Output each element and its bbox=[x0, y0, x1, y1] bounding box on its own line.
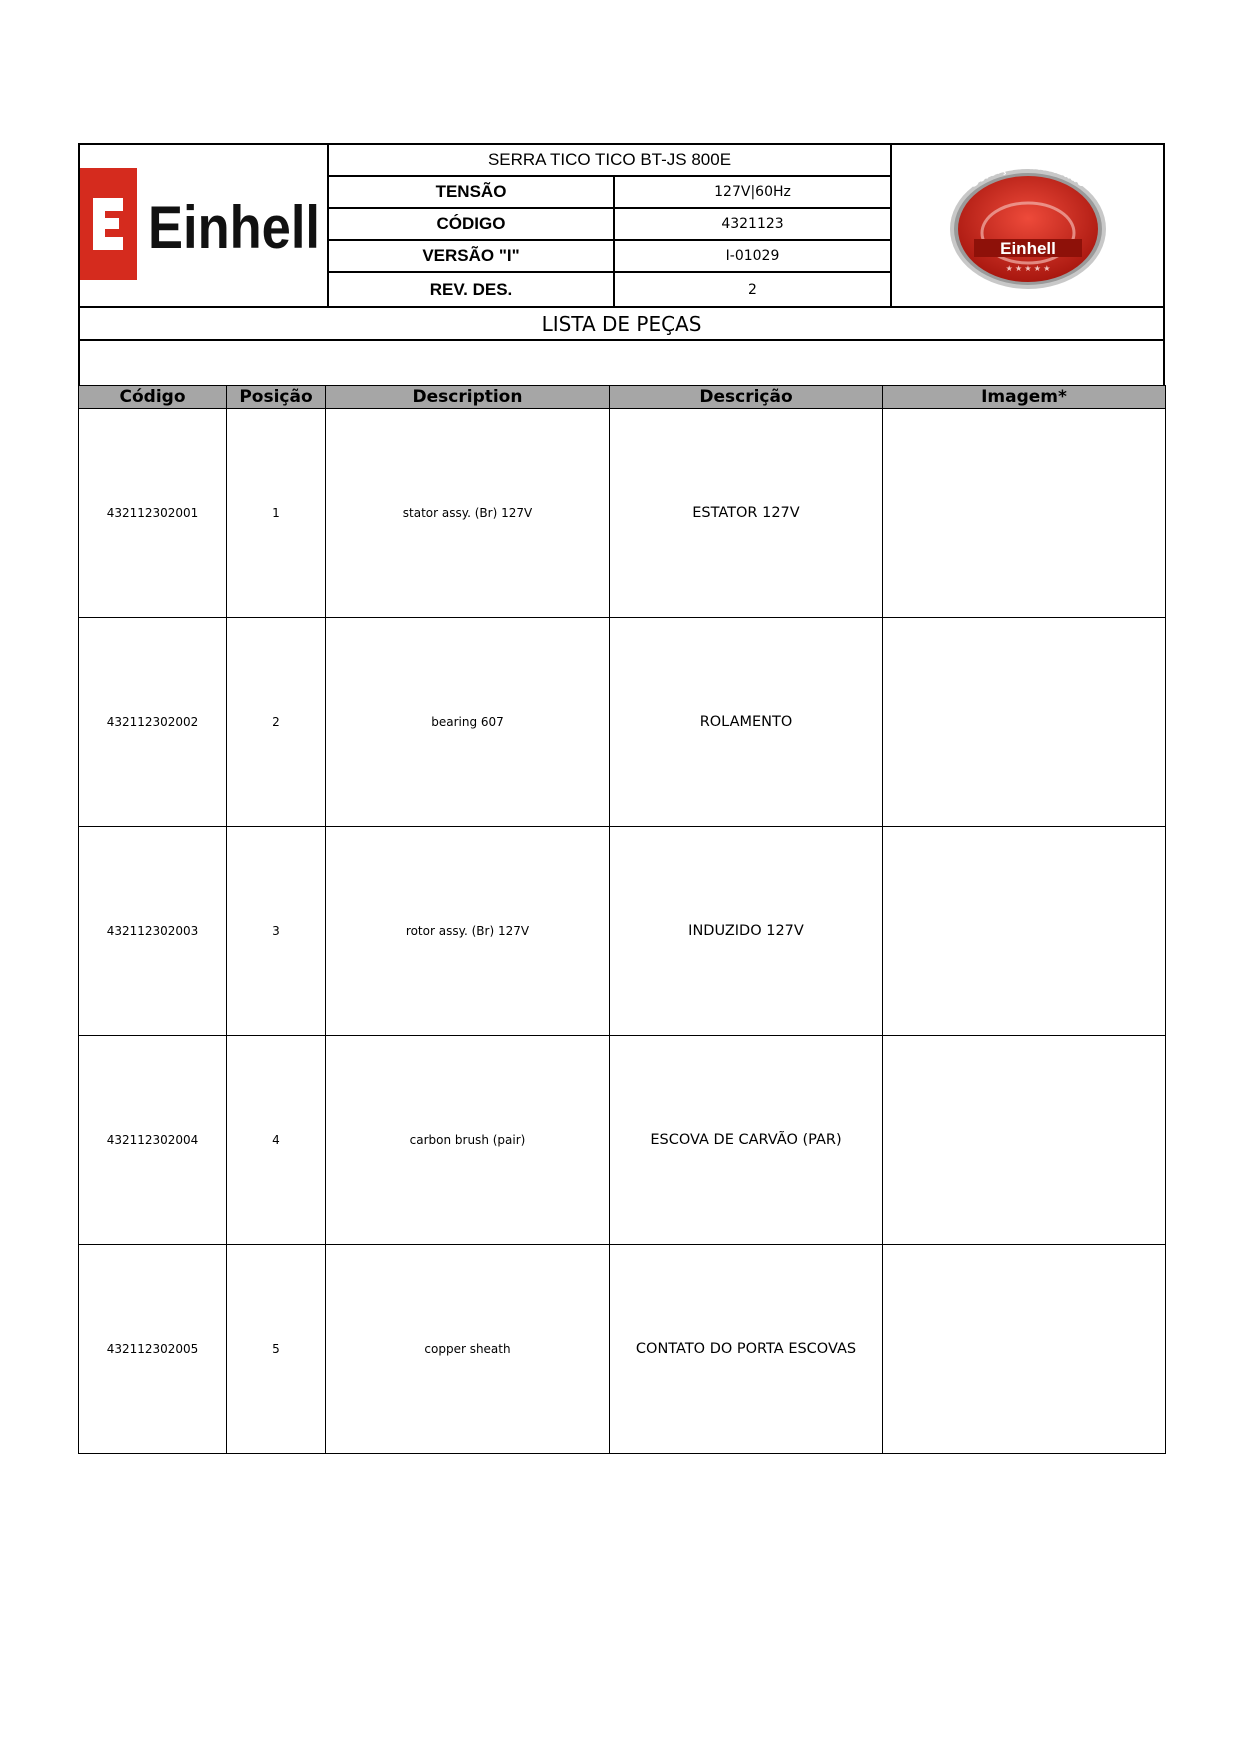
header-key: TENSÃO bbox=[329, 177, 615, 207]
column-header-description: Description bbox=[326, 386, 610, 409]
cell-position: 1 bbox=[227, 409, 326, 618]
cell-position: 5 bbox=[227, 1245, 326, 1454]
svg-text:★ ★ ★ ★ ★: ★ ★ ★ ★ ★ bbox=[1005, 264, 1051, 273]
header-key: REV. DES. bbox=[329, 273, 615, 306]
cell-description-pt: ESTATOR 127V bbox=[610, 409, 883, 618]
logo-wordmark: Einhell bbox=[148, 194, 320, 261]
header-value: 4321123 bbox=[721, 216, 784, 232]
cell-image bbox=[883, 409, 1166, 618]
cell-description-en: carbon brush (pair) bbox=[326, 1036, 610, 1245]
spacer-row bbox=[78, 341, 1165, 385]
cell-description-pt: ESCOVA DE CARVÃO (PAR) bbox=[610, 1036, 883, 1245]
authorized-service-badge-cell bbox=[890, 145, 1163, 306]
list-title: LISTA DE PEÇAS bbox=[78, 308, 1165, 341]
header-row-voltage bbox=[329, 177, 890, 209]
cell-image bbox=[883, 618, 1166, 827]
table-row bbox=[79, 618, 1166, 827]
einhell-logo bbox=[80, 168, 325, 285]
cell-description-pt: ROLAMENTO bbox=[610, 618, 883, 827]
brand-logo-cell bbox=[80, 145, 329, 306]
table-row bbox=[79, 1245, 1166, 1454]
cell-position: 4 bbox=[227, 1036, 326, 1245]
column-header-image: Imagem* bbox=[883, 386, 1166, 409]
cell-description-en: copper sheath bbox=[326, 1245, 610, 1454]
column-header-descricao: Descrição bbox=[610, 386, 883, 409]
header-value: 2 bbox=[748, 281, 757, 298]
header-key: VERSÃO "I" bbox=[329, 241, 615, 271]
authorized-service-badge-icon bbox=[892, 145, 1161, 306]
cell-image bbox=[883, 827, 1166, 1036]
cell-description-en: rotor assy. (Br) 127V bbox=[326, 827, 610, 1036]
cell-code: 432112302003 bbox=[79, 827, 227, 1036]
header-value: 127V|60Hz bbox=[714, 184, 791, 200]
header-value: I-01029 bbox=[725, 248, 780, 264]
header-row-code bbox=[329, 209, 890, 241]
cell-code: 432112302004 bbox=[79, 1036, 227, 1245]
cell-description-pt: INDUZIDO 127V bbox=[610, 827, 883, 1036]
column-header-position: Posição bbox=[227, 386, 326, 409]
header-row-version bbox=[329, 241, 890, 273]
cell-description-pt: CONTATO DO PORTA ESCOVAS bbox=[610, 1245, 883, 1454]
parts-list-sheet bbox=[78, 143, 1165, 1454]
table-row bbox=[79, 827, 1166, 1036]
table-row bbox=[79, 1036, 1166, 1245]
column-header-code: Código bbox=[79, 386, 227, 409]
header-row-revision bbox=[329, 273, 890, 306]
badge-brand: Einhell bbox=[1000, 239, 1056, 258]
header-info bbox=[329, 145, 890, 306]
cell-image bbox=[883, 1245, 1166, 1454]
cell-code: 432112302005 bbox=[79, 1245, 227, 1454]
product-title: SERRA TICO TICO BT-JS 800E bbox=[329, 145, 890, 177]
cell-code: 432112302002 bbox=[79, 618, 227, 827]
table-row bbox=[79, 409, 1166, 618]
badge-caption: Serviço Autorizado bbox=[965, 156, 1091, 191]
cell-position: 3 bbox=[227, 827, 326, 1036]
cell-description-en: bearing 607 bbox=[326, 618, 610, 827]
cell-code: 432112302001 bbox=[79, 409, 227, 618]
cell-image bbox=[883, 1036, 1166, 1245]
cell-description-en: stator assy. (Br) 127V bbox=[326, 409, 610, 618]
header-key: CÓDIGO bbox=[329, 209, 615, 239]
parts-table bbox=[78, 385, 1166, 1454]
table-header-row bbox=[79, 386, 1166, 409]
cell-position: 2 bbox=[227, 618, 326, 827]
document-header bbox=[78, 143, 1165, 308]
